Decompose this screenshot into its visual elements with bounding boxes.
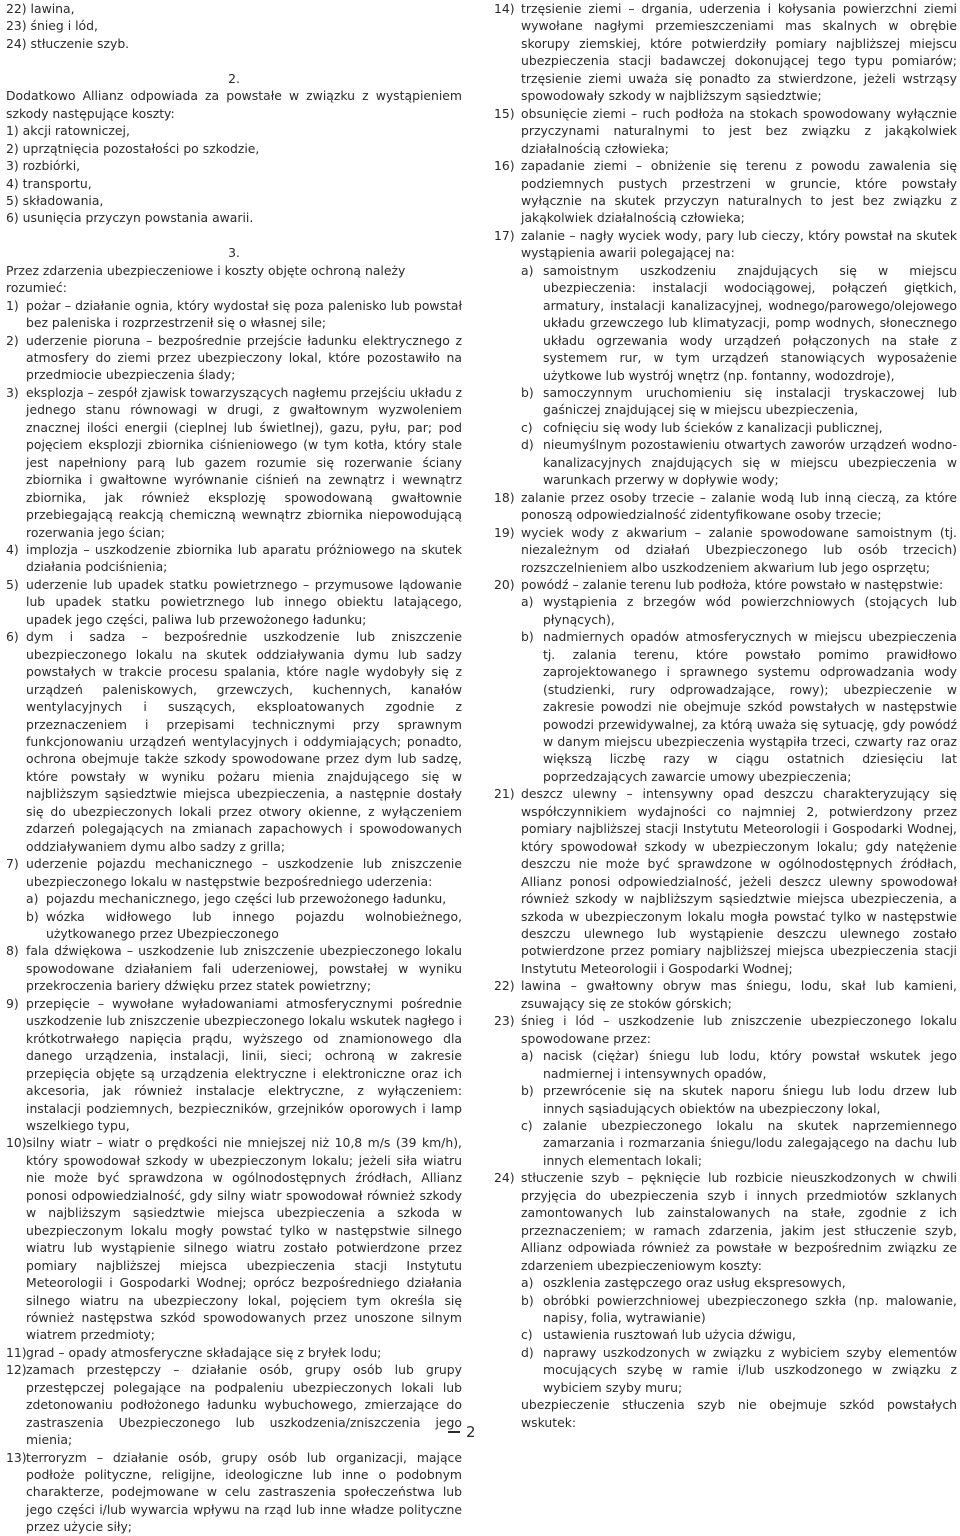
item-text: powódź – zalanie terenu lub podłoża, które powstało w następstwie: <box>521 576 944 592</box>
sub-item-text: nacisk (ciężar) śniegu lub lodu, który powstał wskutek jego nadmiernej i intensywnych opadów, <box>543 1048 957 1081</box>
item-number: 3) <box>6 384 19 400</box>
sub-item-text: zalanie ubezpieczonego lokalu na skutek naprzemiennego zamarzania i rozmarzania śniegu/lodu zalegającego na dachu lub innych elementach lokali; <box>543 1118 957 1168</box>
sub-item <box>494 1082 957 1117</box>
sub-item <box>494 593 957 628</box>
sub-item-letter: a) <box>26 891 39 907</box>
item-row <box>6 995 462 1135</box>
sub-item-letter: c) <box>521 1327 533 1343</box>
item-number: 1) <box>6 297 19 313</box>
item-row <box>494 1012 957 1047</box>
section-2-list <box>6 122 462 227</box>
item-row <box>6 1361 462 1448</box>
section-2-intro: Dodatkowo Allianz odpowiada za powstałe w związku z wystąpieniem szkody następujące koszty: <box>6 88 462 121</box>
item-text: zalanie przez osoby trzecie – zalanie wodą lub inną cieczą, za które ponoszą odpowiedzialność zidentyfikowane osoby trzecie; <box>521 489 957 523</box>
item-row <box>6 628 462 855</box>
item-row <box>6 297 462 332</box>
numbered-item <box>494 977 957 1012</box>
item-text: zalanie – nagły wyciek wody, pary lub cieczy, który powstał na skutek wystąpienia awarii polegającej na: <box>521 227 957 261</box>
sub-item-letter: c) <box>521 1118 533 1133</box>
numbered-item <box>6 1361 462 1448</box>
item-number: 21) <box>494 786 515 802</box>
item-number: 18) <box>494 489 515 505</box>
sub-item <box>494 262 957 384</box>
sub-item-letter: b) <box>26 908 39 924</box>
section-2 <box>6 52 462 227</box>
sub-item-text: pojazdu mechanicznego, jego części lub przewożonego ładunku, <box>46 891 447 907</box>
item-number: 17) <box>494 227 515 243</box>
item-number: 22) <box>494 978 515 994</box>
numbered-item <box>494 157 957 227</box>
section-3-intro: Przez zdarzenia ubezpieczeniowe i koszty objęte ochroną należy rozumieć: <box>6 262 406 296</box>
sub-item-text: obróbki powierzchniowej ubezpieczonego szkła (np. malowanie, napisy, folia, wytrawianie) <box>543 1292 957 1325</box>
item-text: zamach przestępczy – działanie osób, grupy osób lub grupy przestępczej polegające na podpaleniu ubezpieczonych lokali lub zdetonowaniu podłożonego ładunku wybuchowego, zmierzające do zastraszenia Ubezpieczonego lub uszkodzenia/zniszczenia jego mienia; <box>26 1362 462 1448</box>
item-row <box>6 1134 462 1343</box>
item-text: uderzenie pojazdu mechanicznego – uszkodzenie lub zniszczenie ubezpieczonego lokalu w następstwie bezpośredniego uderzenia: <box>26 856 462 889</box>
numbered-item <box>6 384 462 541</box>
sub-item <box>494 1344 957 1396</box>
list-item: 23) śnieg i lód, <box>6 18 98 34</box>
numbered-item <box>6 541 462 576</box>
item-number: 16) <box>494 158 515 174</box>
sub-item-text: nadmiernych opadów atmosferycznych w miejscu ubezpieczenia tj. zalania terenu, które powstało pomimo prawidłowo zaprojektowanego i sprawnego systemu odprowadzania wody (studzienki, rury odprowadzające, rowy); ubezpieczenie w zakresie powodzi nie obejmuje szkód powstałych w następstwie powodzi przewidywalnej, za którą uważa się sytuację, gdy powódź w danym miejscu ubezpieczenia wystąpiła trzeci, czwarty raz oraz większą liczbę razy w ciągu ostatnich dziesięciu lat poprzedzających zawarcie umowy ubezpieczenia; <box>543 629 957 784</box>
item-text: pożar – działanie ognia, który wydostał się poza palenisko lub powstał bez paleniska i rozprzestrzenił się o własnej sile; <box>26 297 462 331</box>
sub-item-letter: b) <box>521 1083 534 1099</box>
page-number <box>448 1423 476 1441</box>
sub-item <box>494 628 957 785</box>
page-number-dash <box>448 1431 460 1432</box>
top-list <box>6 0 462 52</box>
item-number: 9) <box>6 995 19 1011</box>
sub-item-letter: a) <box>521 1275 534 1291</box>
item-row <box>494 489 957 524</box>
item-number: 19) <box>494 524 515 540</box>
sub-item-text: wystąpienia z brzegów wód powierzchniowych (stojących lub płynących), <box>543 594 957 627</box>
numbered-item <box>6 942 462 994</box>
item-number: 4) <box>6 542 19 558</box>
item-row <box>494 227 957 262</box>
item-text: uderzenie lub upadek statku powietrznego – przymusowe lądowanie lub upadek statku powietrznego lub innego obiektu latającego, upadek jego części, paliwa lub przewożonego ładunku; <box>26 576 462 627</box>
numbered-item <box>6 1449 462 1536</box>
item-row <box>6 332 462 384</box>
numbered-item <box>6 332 462 384</box>
section-3-heading: 3. <box>228 245 240 261</box>
item-number: 7) <box>6 856 19 872</box>
sub-item-text: oszklenia zastępczego oraz usług ekspresowych, <box>543 1275 846 1291</box>
item-text: silny wiatr – wiatr o prędkości nie mniejszej niż 10,8 m/s (39 km/h), który spowodował szkody w ubezpieczonym lokalu; jeżeli siła wiatru nie może być sprawdzona w ogólnodostępnych źródłach, Allianz ponosi odpowiedzialność, gdy silny wiatr spowodował również szkody w najbliższym sąsiedztwie miejsca ubezpieczenia a szkoda w ubezpieczonym lokalu mogły powstać tylko w następstwie silnego wiatru lub wystąpienie silnego wiatru zostało potwierdzone przez pomiary najbliższej miejsca ubezpieczenia stacji Instytutu Meteorologii i Gospodarki Wodnej; oprócz bezpośredniego działania silnego wiatru na ubezpieczony lokal, pojęciem tym określa się również następstwa szkód spowodowanych przez unoszone silnym wiatrem przedmioty; <box>26 1135 462 1343</box>
list-item: 22) lawina, <box>6 1 75 16</box>
sub-item-letter: a) <box>521 594 534 610</box>
item-row <box>494 0 957 105</box>
item-tail: ubezpieczenie stłuczenia szyb nie obejmuje szkód powstałych wskutek: <box>521 1397 957 1430</box>
list-item: 5) składowania, <box>6 192 104 208</box>
list-item: 4) transportu, <box>6 175 92 191</box>
item-text: przepięcie – wywołane wyładowaniami atmosferycznymi pośrednie uszkodzenie lub zniszczenie ubezpieczonego lokalu wskutek nagłego i krótkotrwałego napięcia prądu, wyższego od znamionowego dla danego urządzenia, instalacji, linii, sieci; ochroną w zakresie przepięcia objęte są urządzenia elektryczne i elektroniczne oraz ich akcesoria, jak również instalacje elektryczne, z wyłączeniem: instalacji podziemnych, bezpieczników, grzejników oporowych i lamp wszelkiego typu, <box>26 995 462 1133</box>
item-number: 12) <box>6 1362 27 1378</box>
right-column <box>494 0 957 1431</box>
item-row <box>6 384 462 541</box>
sub-item-text: cofnięciu się wody lub ścieków z kanalizacji publicznej, <box>543 419 883 435</box>
item-text: grad – opady atmosferyczne składające się z bryłek lodu; <box>26 1344 382 1360</box>
sub-item <box>494 1292 957 1327</box>
numbered-item <box>6 855 462 942</box>
item-number: 13) <box>6 1449 27 1465</box>
item-text: fala dźwiękowa – uszkodzenie lub zniszczenie ubezpieczonego lokalu spowodowane działaniem fali uderzeniowej, powstałej w wyniku przekroczenia bariery dźwięku przez statek powietrzny; <box>26 943 462 994</box>
page-number-text: 2 <box>466 1423 476 1441</box>
numbered-item <box>494 576 957 785</box>
item-row <box>494 576 957 593</box>
item-text: deszcz ulewny – intensywny opad deszczu charakteryzujący się współczynnikiem wydajności co najmniej 2, potwierdzony przez pomiary najbliższej stacji Instytutu Meteorologii i Gospodarki Wodnej, który spowodował szkody w ubezpieczonym lokalu; gdy natężenie deszczu nie może być sprawdzone w ogólnodostępnych źródłach, Allianz ponosi odpowiedzialność, jeżeli deszcz ulewny spowodował również szkody w najbliższym sąsiedztwie miejsca ubezpieczenia, a szkoda w ubezpieczonym lokalu mogła powstać tylko w następstwie deszczu ulewnego lub wystąpienie deszczu ulewnego zostało potwierdzone przez pomiary najbliższej miejsca ubezpieczenia stacji Instytutu Meteorologii i Gospodarki Wodnej; <box>521 786 957 976</box>
numbered-item <box>494 524 957 576</box>
numbered-item <box>494 227 957 489</box>
item-text: eksplozja – zespół zjawisk towarzyszących nagłemu przejściu układu z jednego stanu równowagi w drugi, z gwałtownym wyzwoleniem znacznej ilości energii (cieplnej lub świetlnej), gazu, pyłu, par; pod pojęciem eksplozji zbiornika ciśnieniowego (w tym kotła, który stale jest napełniony parą lub gazem rozumie się rozerwanie ściany zbiornika i gwałtowne wyrównanie ciśnień na zewnątrz i wewnątrz zbiornika, jak również eksplozję spowodowaną gwałtownie przebiegającą reakcją chemiczną wewnątrz zbiornika niepowodującą rozerwania jego ścian; <box>26 384 462 540</box>
item-number: 15) <box>494 105 515 121</box>
item-number: 23) <box>494 1013 515 1029</box>
sub-item <box>494 1274 957 1291</box>
item-text: śnieg i lód – uszkodzenie lub zniszczenie ubezpieczonego lokalu spowodowane przez: <box>521 1013 957 1046</box>
sub-item-letter: a) <box>521 1048 534 1064</box>
item-text: obsunięcie ziemi – ruch podłoża na stokach spowodowany wyłącznie przyczynami naturalnymi to jest bez związku z jakąkolwiek działalnością człowieka; <box>521 105 957 156</box>
sub-item-letter: c) <box>521 419 533 435</box>
sub-item-letter: d) <box>521 437 534 453</box>
sub-item-text: ustawienia rusztowań lub użycia dźwigu, <box>543 1327 796 1343</box>
item-number: 10) <box>6 1135 27 1151</box>
list-item: 1) akcji ratowniczej, <box>6 123 130 139</box>
sub-item <box>6 908 462 943</box>
item-number: 5) <box>6 576 19 592</box>
left-column <box>6 0 462 1536</box>
item-text: lawina – gwałtowny obryw mas śniegu, lodu, skał lub kamieni, zsuwający się ze stoków górskich; <box>521 978 957 1011</box>
item-number: 20) <box>494 576 515 592</box>
sub-item <box>494 384 957 419</box>
item-row <box>6 1344 462 1361</box>
numbered-item <box>6 628 462 855</box>
item-text: trzęsienie ziemi – drgania, uderzenia i kołysania powierzchni ziemi wywołane nagłymi przemieszczeniami mas skalnych w obrębie skorupy ziemskiej, które potwierdziły pomiary najbliższej miejscu ubezpieczenia stacji badawczej dokonującej tego typu pomiarów; trzęsienie ziemi uważa się ponadto za stwierdzone, jeżeli wstrząsy spowodowały szkody w najbliższym sąsiedztwie; <box>521 1 957 104</box>
numbered-item <box>494 0 957 105</box>
item-text: uderzenie pioruna – bezpośrednie przejście ładunku elektrycznego z atmosfery do ziemi przez ubezpieczony lokal, które pozostawiło na przedmiocie ubezpieczenia ślady; <box>26 332 462 383</box>
item-row <box>6 541 462 576</box>
sub-item <box>494 1047 957 1082</box>
list-item: 2) uprzątnięcia pozostałości po szkodzie, <box>6 140 260 156</box>
item-number: 14) <box>494 1 515 16</box>
numbered-item <box>6 297 462 332</box>
item-row <box>6 855 462 890</box>
item-row <box>6 576 462 628</box>
numbered-item <box>6 995 462 1135</box>
sub-item-letter: d) <box>521 1344 534 1360</box>
list-item: 6) usunięcia przyczyn powstania awarii. <box>6 210 254 226</box>
sub-item-text: przewrócenie się na skutek naporu śniegu lub lodu drzew lub innych sąsiadujących obiektów na ubezpieczony lokal, <box>543 1083 957 1116</box>
sub-item-text: naprawy uszkodzonych w związku z wybiciem szyby elementów mocujących szybę w ramie i/lub uszkodzonego w związku z wybiciem szyby muru; <box>543 1344 957 1395</box>
item-text: dym i sadza – bezpośrednie uszkodzenie lub zniszczenie ubezpieczonego lokalu na skutek oddziaływania dymu lub sadzy powstałych w trakcie procesu spalania, które nagle wydobyły się z urządzeń paleniskowych, grzewczych, kuchennych, kanałów wentylacyjnych i suszących, eksploatowanych zgodnie z przeznaczeniem i przepisami technicznymi przy sprawnym funkcjonowaniu urządzeń wentylacyjnych i oddymiających; ponadto, ochrona obejmuje także szkody spowodowane przez dym lub sadzę, które powstały w wyniku pożaru mienia znajdującego się w najbliższym sąsiedztwie miejsca ubezpieczenia, a następnie dostały się do ubezpieczonych lokali przez otwory okienne, z wyłączeniem zdarzeń polegających na zmianach zapachowych i spowodowanych oddziaływaniem dymu albo sadzy z grilla; <box>26 629 462 854</box>
numbered-item <box>6 576 462 628</box>
sub-item-letter: b) <box>521 1292 534 1308</box>
section-3 <box>6 227 462 1536</box>
item-text: stłuczenie szyb – pęknięcie lub rozbicie nieuszkodzonych w chwili przyjęcia do ubezpieczenia szyb i innych przedmiotów szklanych zamontowanych lub zainstalowanych na stałe, zgodnie z ich przeznaczeniem; w ramach zdarzenia, jakim jest stłuczenie szyb, Allianz odpowiada również za powstałe w bezpośrednim związku ze zdarzeniem ubezpieczeniowym koszty: <box>521 1170 957 1273</box>
sub-item <box>494 436 957 488</box>
sub-item-letter: b) <box>521 629 534 645</box>
numbered-item <box>6 1134 462 1343</box>
numbered-item <box>494 489 957 524</box>
list-item: 3) rozbiórki, <box>6 158 81 174</box>
item-text: wyciek wody z akwarium – zalanie spowodowane samoistnym (tj. niezależnym od działań Ubezpieczonego lub osób trzecich) rozszczelnieniem albo uszkodzeniem akwarium lub jego osprzętu; <box>521 524 957 575</box>
sub-item-text: samoistnym uszkodzeniu znajdujących się w miejscu ubezpieczenia: instalacji wodociągowej, połączeń giętkich, armatury, instalacji kanalizacyjnej, wodnego/parowego/olejowego układu grzewczego lub klimatyzacji, pomp wodnych, słonecznego układu ogrzewania wody urządzeń połączonych na stałe z systemem rur, w tym urządzeń stanowiących wyposażenie użytkowe lub wystrój wnętrz (np. fontanny, wodozdroje), <box>543 262 957 383</box>
item-number: 24) <box>494 1170 515 1186</box>
item-text: zapadanie ziemi – obniżenie się terenu z powodu zawalenia się podziemnych pustych przestrzeni w gruncie, które powstały wyłącznie na skutek przyczyn naturalnych to jest bez związku z jakąkolwiek działalnością człowieka; <box>521 158 957 226</box>
item-row <box>494 105 957 157</box>
numbered-item <box>494 785 957 977</box>
sub-item-text: wózka widłowego lub innego pojazdu wolnobieżnego, użytkowanego przez Ubezpieczonego <box>46 908 462 941</box>
sub-item <box>494 1326 957 1343</box>
item-text: implozja – uszkodzenie zbiornika lub aparatu próżniowego na skutek działania podciśnienia; <box>26 542 462 575</box>
sub-item <box>494 419 957 436</box>
sub-item <box>494 1117 957 1169</box>
item-row <box>494 977 957 1012</box>
sub-item-text: nieumyślnym pozostawieniu otwartych zaworów urządzeń wodno-kanalizacyjnych znajdujących się w miejscu ubezpieczenia w warunkach przerwy w dopływie wody; <box>543 437 957 488</box>
section-2-heading: 2. <box>228 70 240 86</box>
item-row <box>6 942 462 994</box>
sub-item-text: samoczynnym uruchomieniu się instalacji tryskaczowej lub gaśniczej znajdującej się w miejscu ubezpieczenia, <box>543 384 957 418</box>
item-number: 6) <box>6 629 19 645</box>
numbered-item <box>494 1169 957 1431</box>
item-row <box>494 157 957 227</box>
sub-item-letter: b) <box>521 384 534 400</box>
item-row <box>494 785 957 977</box>
item-number: 11) <box>6 1344 27 1360</box>
numbered-item <box>494 105 957 157</box>
item-row <box>494 1169 957 1274</box>
numbered-item <box>6 1344 462 1361</box>
item-row <box>6 1449 462 1536</box>
numbered-item <box>494 1012 957 1169</box>
item-number: 2) <box>6 332 19 348</box>
sub-item-letter: a) <box>521 262 534 278</box>
item-text: terroryzm – działanie osób, grupy osób lub organizacji, mające podłoże polityczne, religijne, ideologiczne lub inne o podobnym charakterze, podejmowane w celu zastraszenia społeczeństwa lub jego części i/lub wywarcia wpływu na rząd lub inne władze polityczne przez użycie siły; <box>26 1449 462 1535</box>
sub-item <box>6 890 462 907</box>
list-item: 24) stłuczenie szyb. <box>6 35 130 51</box>
item-row <box>494 524 957 576</box>
section-3-list <box>6 297 462 1536</box>
item-number: 8) <box>6 943 19 959</box>
